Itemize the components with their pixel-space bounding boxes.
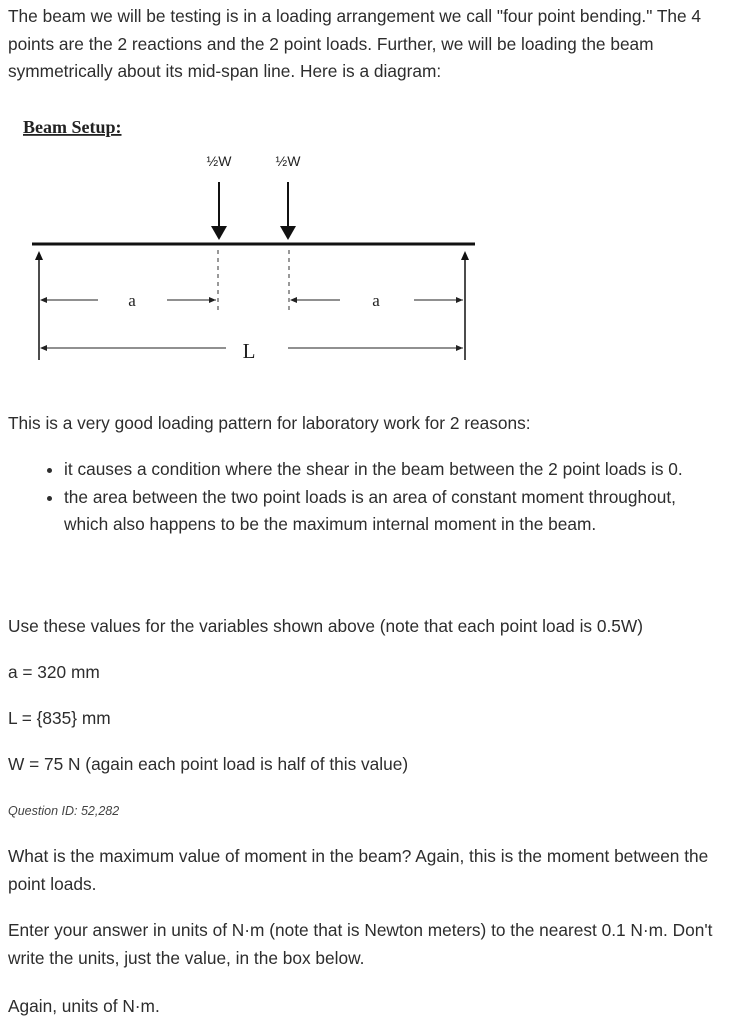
intro-paragraph: The beam we will be testing is in a loading arrangement we call "four point bending." The 4 points are the 2 reactions and the 2 point loads. Further, we will be loading the beam symmetrically about its mid-span line. Here is a diagram: xyxy=(8,6,702,81)
reaction-arrow-left xyxy=(35,251,43,360)
values-intro: Use these values for the variables shown above (note that each point load is 0.5W) xyxy=(8,616,643,636)
reaction-arrow-right xyxy=(461,251,469,360)
value-W: W = 75 N (again each point load is half of this value) xyxy=(8,754,409,774)
value-a: a = 320 mm xyxy=(8,662,100,682)
load-label-right: ½W xyxy=(275,153,301,169)
question-text: What is the maximum value of moment in the beam? Again, this is the moment between the point loads. xyxy=(8,846,709,894)
dimension-a-right-label: a xyxy=(372,291,380,310)
dimension-a-left-label: a xyxy=(128,291,136,310)
value-L: L = {835} mm xyxy=(8,708,111,728)
diagram-title: Beam Setup: xyxy=(23,117,122,137)
list-item: • the area between the two point loads is an area of constant moment throughout, which also happens to be the maximum internal moment in the beam. xyxy=(64,484,722,539)
point-load-arrow-left xyxy=(211,182,227,240)
units-reminder: Again, units of N·m. xyxy=(8,996,160,1016)
reasons-list xyxy=(36,456,722,539)
dimension-L-label: L xyxy=(242,339,256,363)
reasons-intro: This is a very good loading pattern for laboratory work for 2 reasons: xyxy=(8,413,531,433)
point-load-arrow-right xyxy=(280,182,296,240)
load-label-left: ½W xyxy=(206,153,232,169)
list-item: • it causes a condition where the shear in the beam between the 2 point loads is 0. xyxy=(64,456,722,484)
answer-instructions: Enter your answer in units of N·m (note that is Newton meters) to the nearest 0.1 N·m. Don't write the units, just the value, in the box below. xyxy=(8,920,713,968)
question-id: Question ID: 52,282 xyxy=(8,804,120,818)
beam-setup-diagram xyxy=(0,110,500,380)
